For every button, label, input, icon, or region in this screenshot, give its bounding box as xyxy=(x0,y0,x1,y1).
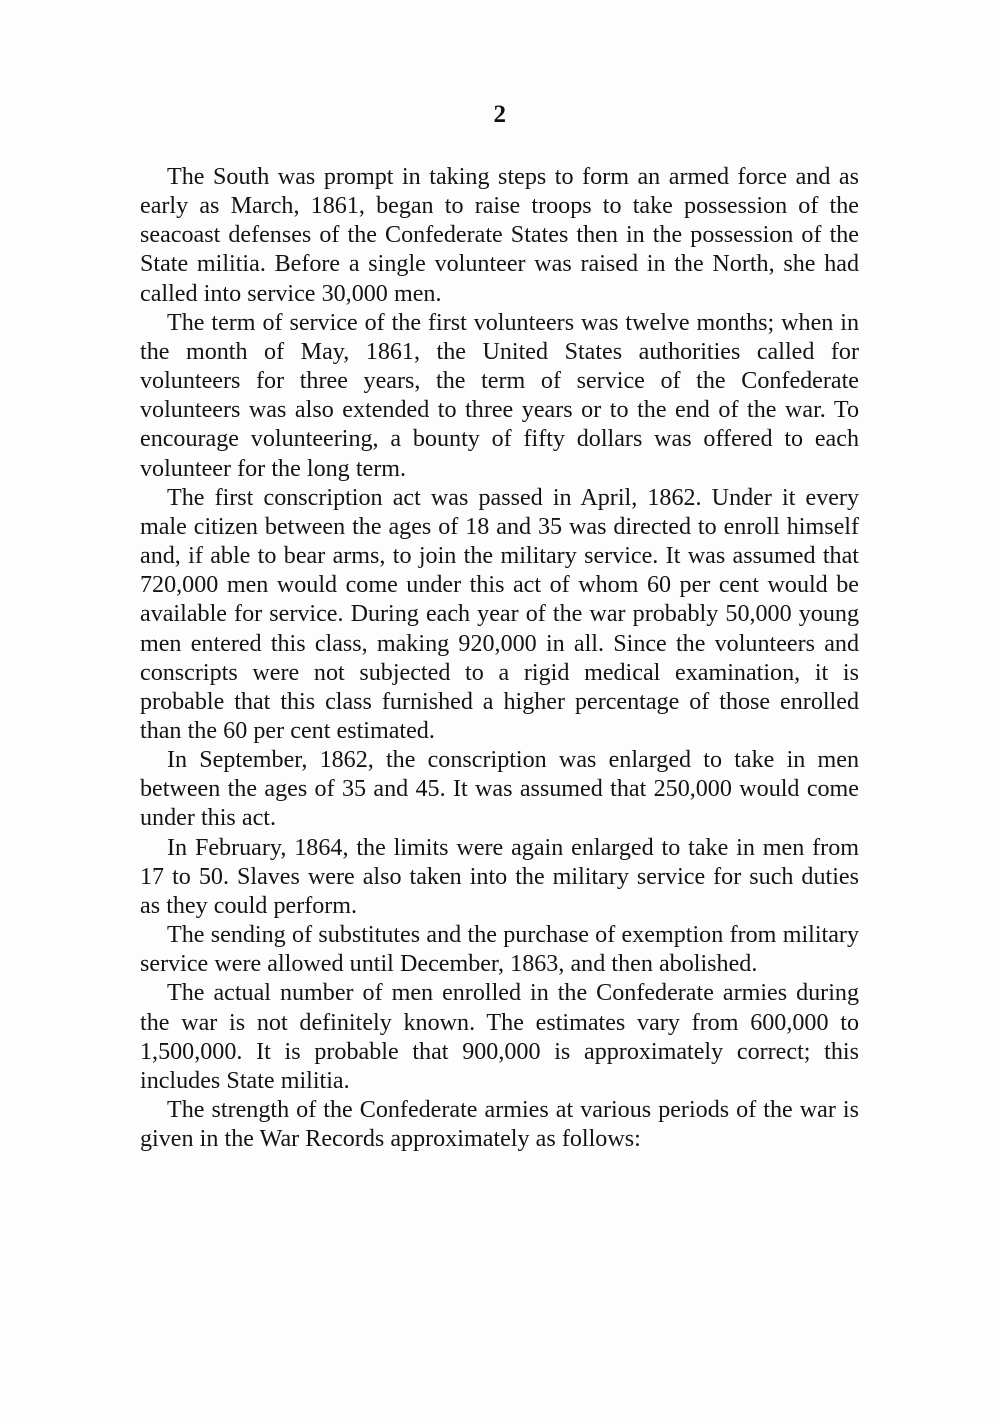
paragraph: In September, 1862, the conscription was enlarged to take in men between the ages of 35 and 45. It was assumed that 250,000 would come under this act. xyxy=(140,747,859,832)
paragraph: The term of service of the first volunteers was twelve months; when in the month of May, 1861, the United States authorities called for volunteers for three years, the term of service of the Confederate volunteers was also extended to three years or to the end of the war. To encourage volunteering, a bounty of fifty dollars was offered to each volunteer for the long term. xyxy=(140,309,859,482)
paragraph: The South was prompt in taking steps to form an armed force and as early as March, 1861, began to raise troops to take possession of the seacoast defenses of the Confederate States then in the possession of the State militia. Before a single volunteer was raised in the North, she had called into service 30,000 men. xyxy=(140,164,859,307)
page-number: 2 xyxy=(493,101,507,128)
paragraph: The first conscription act was passed in April, 1862. Under it every male citizen between the ages of 18 and 35 was directed to enroll himself and, if able to bear arms, to join the military service. It was assumed that 720,000 men would come under this act of whom 60 per cent would be available for service. During each year of the war probably 50,000 young men entered this class, making 920,000 in all. Since the volunteers and conscripts were not subjected to a rigid medical examination, it is probable that this class furnished a higher percentage of those enrolled than the 60 per cent estimated. xyxy=(140,484,859,744)
paragraph: In February, 1864, the limits were again enlarged to take in men from 17 to 50. Slaves were also taken into the military service for such duties as they could perform. xyxy=(140,834,859,919)
paragraph: The actual number of men enrolled in the Confederate armies during the war is not definitely known. The estimates vary from 600,000 to 1,500,000. It is probable that 900,000 is approximately correct; this includes State militia. xyxy=(140,980,859,1094)
body-text-block xyxy=(140,163,859,1154)
paragraph: The sending of substitutes and the purchase of exemption from military service were allowed until December, 1863, and then abolished. xyxy=(140,922,859,978)
paragraph: The strength of the Confederate armies at various periods of the war is given in the War Records approximately as follows: xyxy=(140,1097,859,1153)
